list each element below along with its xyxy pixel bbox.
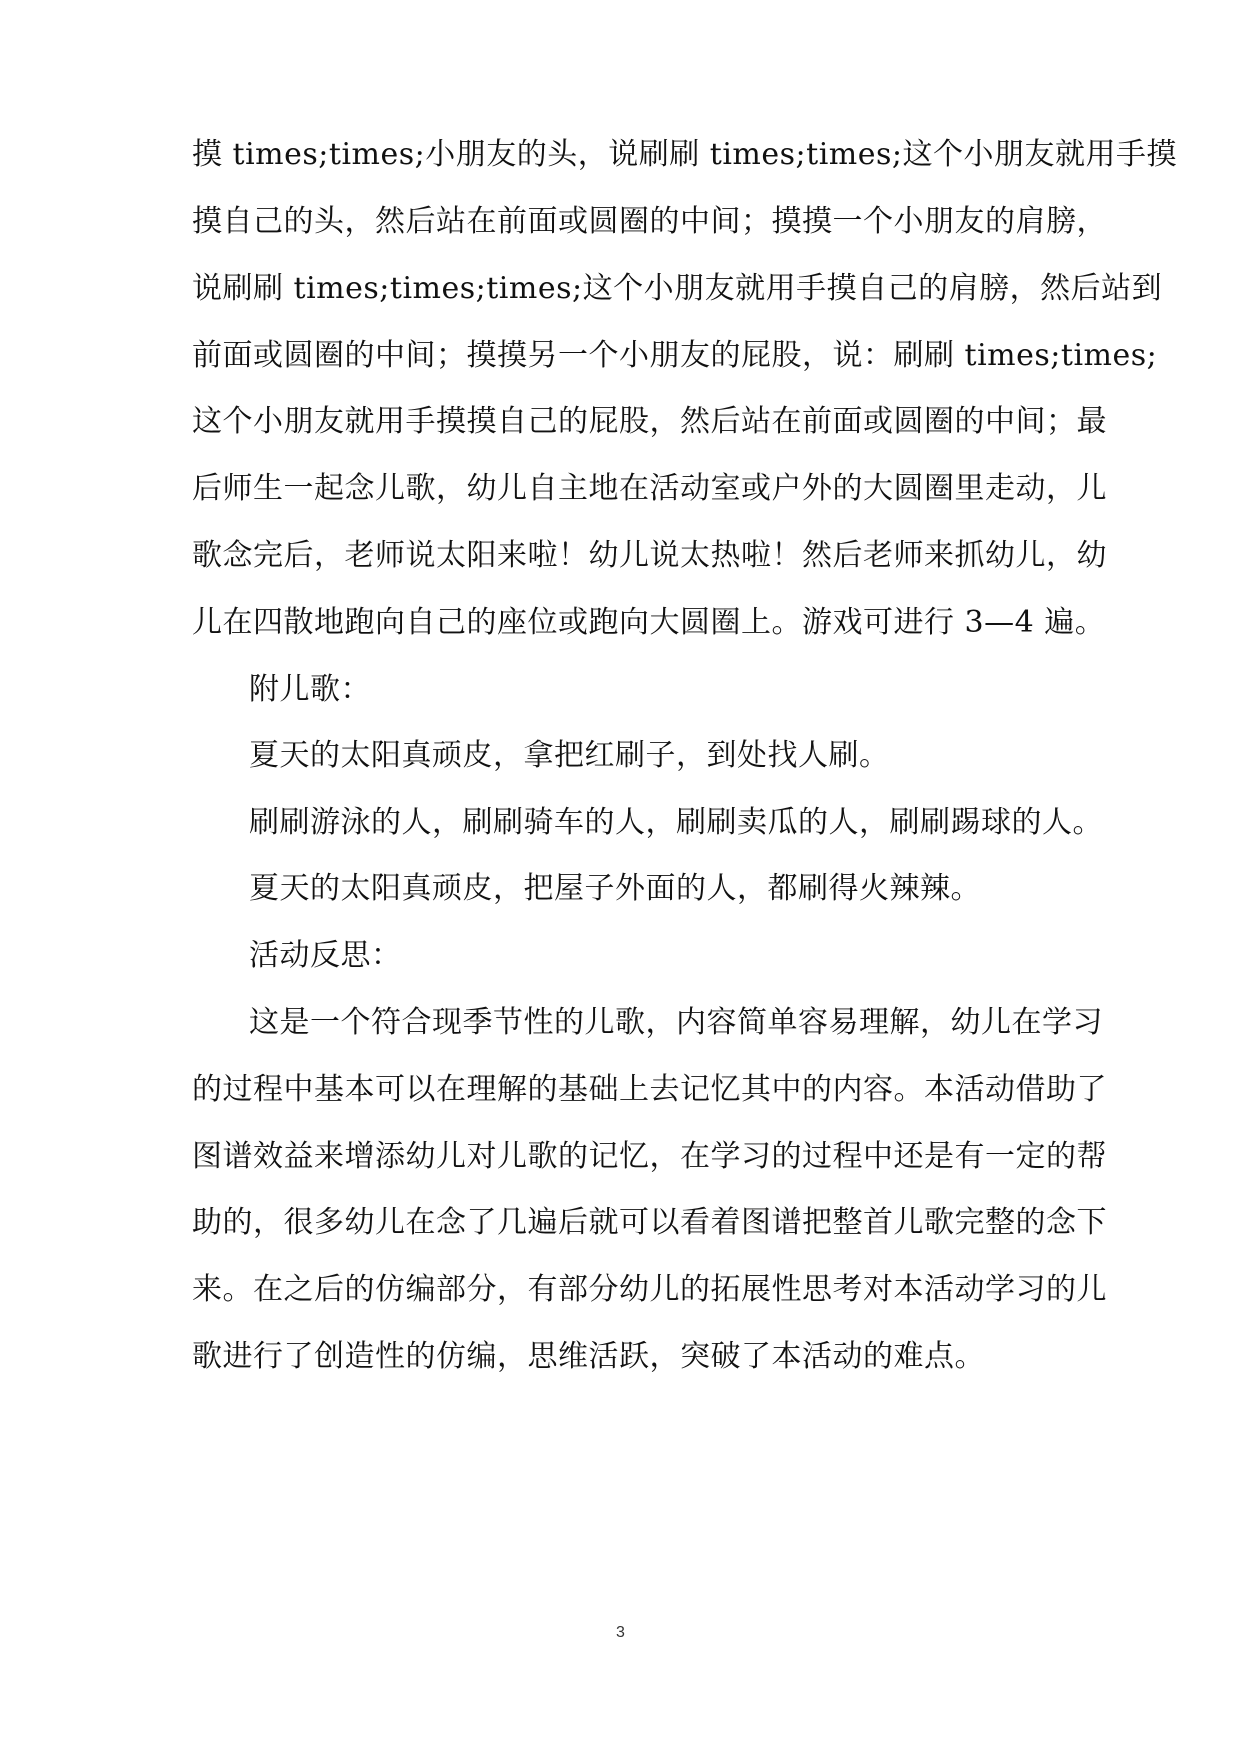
section-heading: 活动反思： bbox=[249, 938, 402, 973]
poem-line: 刷刷游泳的人，刷刷骑车的人，刷刷卖瓜的人，刷刷踢球的人。 bbox=[249, 805, 1103, 840]
text-line: 后师生一起念儿歌，幼儿自主地在活动室或户外的大圆圈里走动，儿 bbox=[192, 471, 1107, 506]
poem-line: 夏天的太阳真顽皮，把屋子外面的人，都刷得火辣辣。 bbox=[249, 871, 981, 906]
text-line: 前面或圆圈的中间；摸摸另一个小朋友的屁股，说：刷刷 times;times; bbox=[192, 338, 1158, 373]
text-line: 助的，很多幼儿在念了几遍后就可以看着图谱把整首儿歌完整的念下 bbox=[192, 1205, 1107, 1240]
text-line: 这个小朋友就用手摸摸自己的屁股，然后站在前面或圆圈的中间；最 bbox=[192, 404, 1107, 439]
page-number: 3 bbox=[616, 1624, 625, 1641]
text-line: 歌进行了创造性的仿编，思维活跃，突破了本活动的难点。 bbox=[192, 1339, 985, 1374]
text-line: 的过程中基本可以在理解的基础上去记忆其中的内容。本活动借助了 bbox=[192, 1072, 1107, 1107]
text-line: 歌念完后，老师说太阳来啦！幼儿说太热啦！然后老师来抓幼儿，幼 bbox=[192, 538, 1107, 573]
text-line: 图谱效益来增添幼儿对儿歌的记忆，在学习的过程中还是有一定的帮 bbox=[192, 1139, 1107, 1174]
text-line: 儿在四散地跑向自己的座位或跑向大圆圈上。游戏可进行 3—4 遍。 bbox=[192, 605, 1106, 640]
text-line: 这是一个符合现季节性的儿歌，内容简单容易理解，幼儿在学习 bbox=[249, 1005, 1103, 1040]
text-line: 摸自己的头，然后站在前面或圆圈的中间；摸摸一个小朋友的肩膀， bbox=[192, 204, 1107, 239]
text-line: 说刷刷 times;times;times;这个小朋友就用手摸自己的肩膀，然后站到 bbox=[192, 271, 1163, 306]
poem-line: 夏天的太阳真顽皮，拿把红刷子，到处找人刷。 bbox=[249, 738, 890, 773]
text-line: 来。在之后的仿编部分，有部分幼儿的拓展性思考对本活动学习的儿 bbox=[192, 1272, 1107, 1307]
section-heading: 附儿歌： bbox=[249, 672, 371, 707]
text-line: 摸 times;times;小朋友的头，说刷刷 times;times;这个小朋友就用手摸 bbox=[192, 137, 1177, 172]
